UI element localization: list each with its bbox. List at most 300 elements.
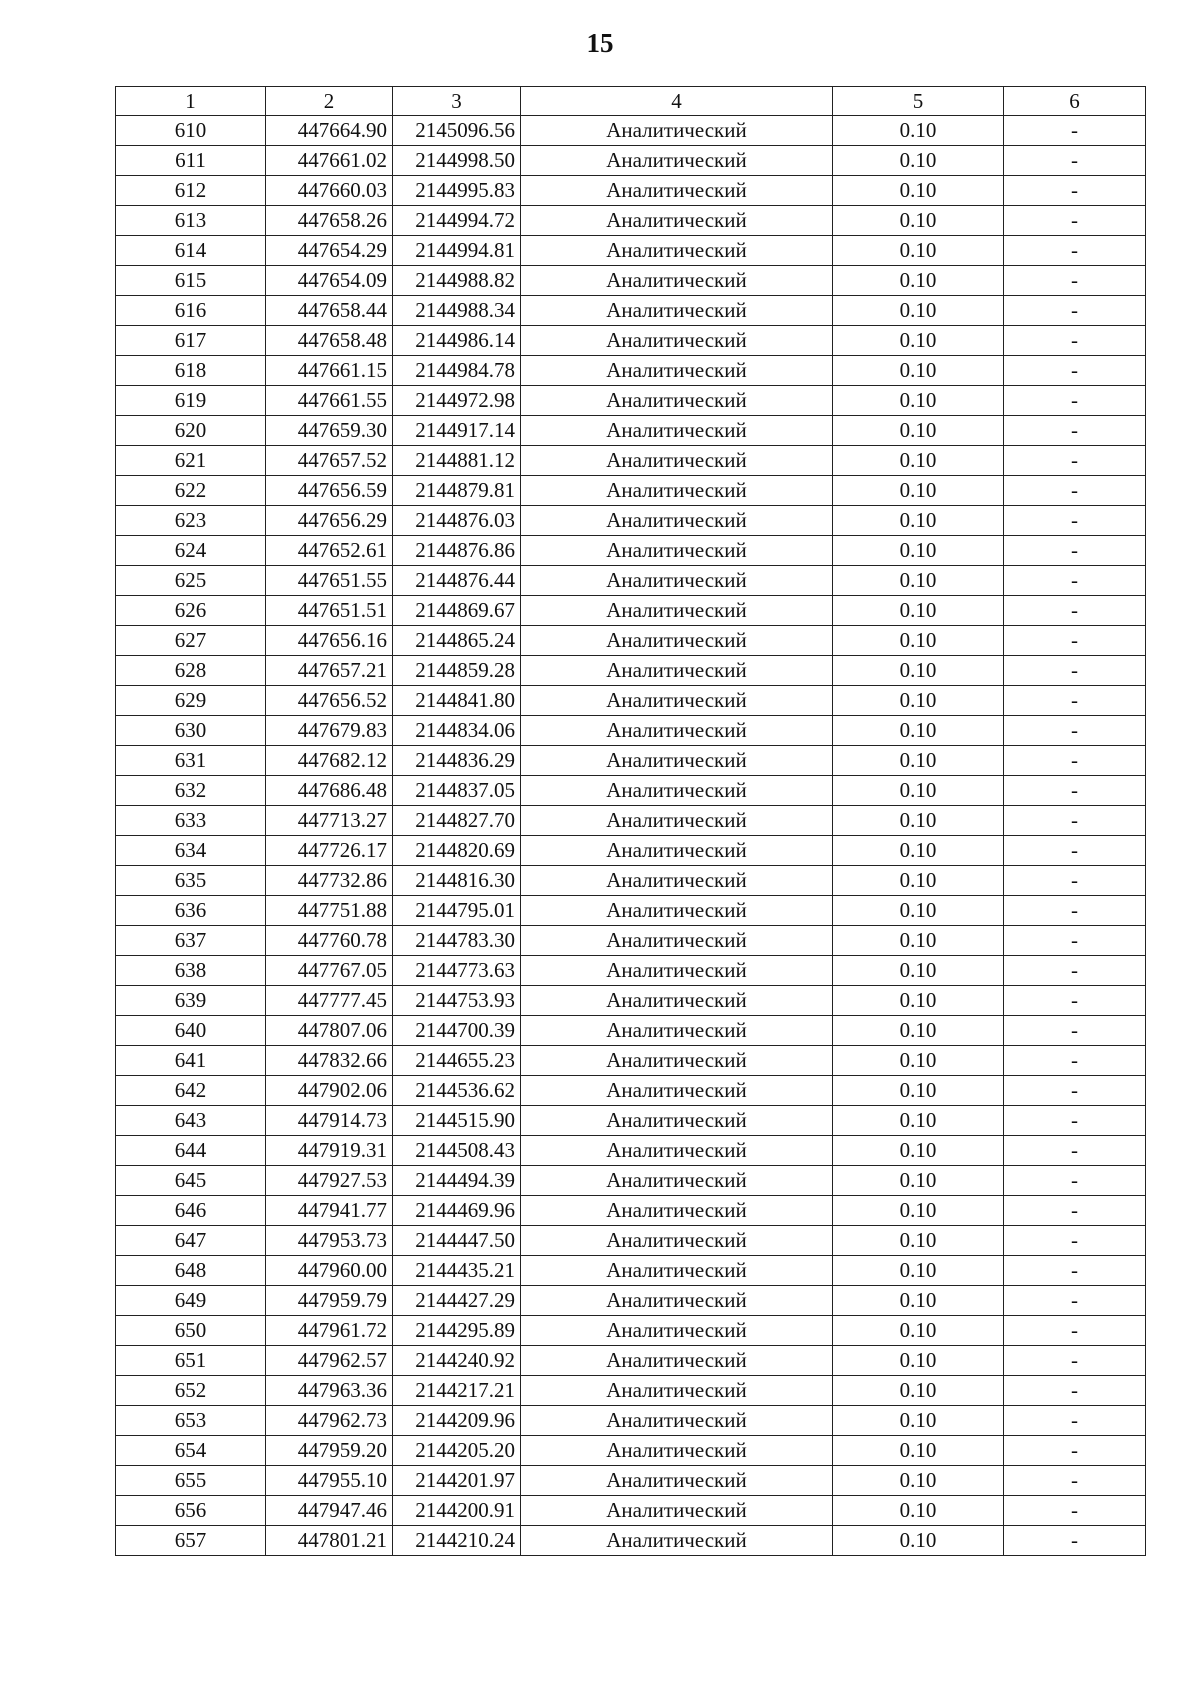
y-coordinate-cell: 2144201.97 [393, 1466, 521, 1496]
x-coordinate-cell: 447652.61 [266, 536, 393, 566]
y-coordinate-cell: 2144655.23 [393, 1046, 521, 1076]
x-coordinate-cell: 447807.06 [266, 1016, 393, 1046]
accuracy-cell: 0.10 [833, 1256, 1004, 1286]
y-coordinate-cell: 2144200.91 [393, 1496, 521, 1526]
table-row [116, 956, 1146, 986]
coordinates-table [115, 86, 1146, 1556]
note-cell: - [1004, 1466, 1146, 1496]
point-number-cell: 632 [116, 776, 266, 806]
note-cell: - [1004, 1496, 1146, 1526]
point-number-cell: 631 [116, 746, 266, 776]
y-coordinate-cell: 2144469.96 [393, 1196, 521, 1226]
accuracy-cell: 0.10 [833, 836, 1004, 866]
method-cell: Аналитический [521, 866, 833, 896]
point-number-cell: 639 [116, 986, 266, 1016]
table-row [116, 626, 1146, 656]
table-row [116, 1226, 1146, 1256]
point-number-cell: 633 [116, 806, 266, 836]
x-coordinate-cell: 447656.16 [266, 626, 393, 656]
y-coordinate-cell: 2144836.29 [393, 746, 521, 776]
point-number-cell: 628 [116, 656, 266, 686]
point-number-cell: 625 [116, 566, 266, 596]
x-coordinate-cell: 447658.44 [266, 296, 393, 326]
note-cell: - [1004, 1166, 1146, 1196]
accuracy-cell: 0.10 [833, 716, 1004, 746]
point-number-cell: 651 [116, 1346, 266, 1376]
accuracy-cell: 0.10 [833, 896, 1004, 926]
table-row [116, 656, 1146, 686]
table-row [116, 1136, 1146, 1166]
accuracy-cell: 0.10 [833, 686, 1004, 716]
x-coordinate-cell: 447656.29 [266, 506, 393, 536]
y-coordinate-cell: 2144773.63 [393, 956, 521, 986]
x-coordinate-cell: 447661.15 [266, 356, 393, 386]
point-number-cell: 612 [116, 176, 266, 206]
table-row [116, 926, 1146, 956]
y-coordinate-cell: 2144988.34 [393, 296, 521, 326]
point-number-cell: 652 [116, 1376, 266, 1406]
note-cell: - [1004, 386, 1146, 416]
x-coordinate-cell: 447955.10 [266, 1466, 393, 1496]
method-cell: Аналитический [521, 326, 833, 356]
method-cell: Аналитический [521, 1376, 833, 1406]
accuracy-cell: 0.10 [833, 1046, 1004, 1076]
note-cell: - [1004, 266, 1146, 296]
method-cell: Аналитический [521, 1016, 833, 1046]
table-row [116, 1076, 1146, 1106]
method-cell: Аналитический [521, 596, 833, 626]
table-row [116, 686, 1146, 716]
y-coordinate-cell: 2144217.21 [393, 1376, 521, 1406]
accuracy-cell: 0.10 [833, 806, 1004, 836]
note-cell: - [1004, 956, 1146, 986]
method-cell: Аналитический [521, 1076, 833, 1106]
y-coordinate-cell: 2144494.39 [393, 1166, 521, 1196]
table-row [116, 1286, 1146, 1316]
table-row [116, 326, 1146, 356]
y-coordinate-cell: 2144995.83 [393, 176, 521, 206]
x-coordinate-cell: 447651.51 [266, 596, 393, 626]
accuracy-cell: 0.10 [833, 146, 1004, 176]
method-cell: Аналитический [521, 566, 833, 596]
method-cell: Аналитический [521, 206, 833, 236]
accuracy-cell: 0.10 [833, 1226, 1004, 1256]
method-cell: Аналитический [521, 1496, 833, 1526]
accuracy-cell: 0.10 [833, 566, 1004, 596]
note-cell: - [1004, 986, 1146, 1016]
x-coordinate-cell: 447751.88 [266, 896, 393, 926]
x-coordinate-cell: 447686.48 [266, 776, 393, 806]
note-cell: - [1004, 596, 1146, 626]
table-row [116, 1346, 1146, 1376]
point-number-cell: 627 [116, 626, 266, 656]
x-coordinate-cell: 447962.57 [266, 1346, 393, 1376]
method-cell: Аналитический [521, 626, 833, 656]
note-cell: - [1004, 1406, 1146, 1436]
note-cell: - [1004, 146, 1146, 176]
x-coordinate-cell: 447657.21 [266, 656, 393, 686]
method-cell: Аналитический [521, 1196, 833, 1226]
method-cell: Аналитический [521, 926, 833, 956]
point-number-cell: 616 [116, 296, 266, 326]
y-coordinate-cell: 2144210.24 [393, 1526, 521, 1556]
x-coordinate-cell: 447777.45 [266, 986, 393, 1016]
note-cell: - [1004, 476, 1146, 506]
x-coordinate-cell: 447661.02 [266, 146, 393, 176]
page-number: 15 [586, 28, 614, 58]
point-number-cell: 657 [116, 1526, 266, 1556]
x-coordinate-cell: 447661.55 [266, 386, 393, 416]
method-cell: Аналитический [521, 1226, 833, 1256]
method-cell: Аналитический [521, 1136, 833, 1166]
method-cell: Аналитический [521, 1106, 833, 1136]
note-cell: - [1004, 1286, 1146, 1316]
accuracy-cell: 0.10 [833, 1106, 1004, 1136]
point-number-cell: 621 [116, 446, 266, 476]
note-cell: - [1004, 416, 1146, 446]
method-cell: Аналитический [521, 1406, 833, 1436]
accuracy-cell: 0.10 [833, 266, 1004, 296]
table-row [116, 506, 1146, 536]
point-number-cell: 610 [116, 116, 266, 146]
x-coordinate-cell: 447658.26 [266, 206, 393, 236]
accuracy-cell: 0.10 [833, 596, 1004, 626]
table-row [116, 836, 1146, 866]
header-cell-4: 4 [521, 87, 833, 116]
point-number-cell: 654 [116, 1436, 266, 1466]
point-number-cell: 641 [116, 1046, 266, 1076]
point-number-cell: 624 [116, 536, 266, 566]
method-cell: Аналитический [521, 1256, 833, 1286]
table-row [116, 1256, 1146, 1286]
point-number-cell: 636 [116, 896, 266, 926]
table-row [116, 1436, 1146, 1466]
table-row [116, 1166, 1146, 1196]
method-cell: Аналитический [521, 896, 833, 926]
header-row [116, 87, 1146, 116]
y-coordinate-cell: 2144917.14 [393, 416, 521, 446]
table-row [116, 206, 1146, 236]
y-coordinate-cell: 2144994.72 [393, 206, 521, 236]
accuracy-cell: 0.10 [833, 236, 1004, 266]
accuracy-cell: 0.10 [833, 446, 1004, 476]
table-row [116, 296, 1146, 326]
method-cell: Аналитический [521, 476, 833, 506]
method-cell: Аналитический [521, 1046, 833, 1076]
y-coordinate-cell: 2144859.28 [393, 656, 521, 686]
table-row [116, 176, 1146, 206]
point-number-cell: 640 [116, 1016, 266, 1046]
x-coordinate-cell: 447760.78 [266, 926, 393, 956]
y-coordinate-cell: 2144988.82 [393, 266, 521, 296]
point-number-cell: 620 [116, 416, 266, 446]
x-coordinate-cell: 447679.83 [266, 716, 393, 746]
method-cell: Аналитический [521, 806, 833, 836]
note-cell: - [1004, 356, 1146, 386]
method-cell: Аналитический [521, 386, 833, 416]
accuracy-cell: 0.10 [833, 386, 1004, 416]
y-coordinate-cell: 2144876.03 [393, 506, 521, 536]
y-coordinate-cell: 2144240.92 [393, 1346, 521, 1376]
header-cell-5: 5 [833, 87, 1004, 116]
note-cell: - [1004, 1526, 1146, 1556]
point-number-cell: 637 [116, 926, 266, 956]
point-number-cell: 617 [116, 326, 266, 356]
x-coordinate-cell: 447959.79 [266, 1286, 393, 1316]
point-number-cell: 629 [116, 686, 266, 716]
table-row [116, 806, 1146, 836]
accuracy-cell: 0.10 [833, 176, 1004, 206]
x-coordinate-cell: 447832.66 [266, 1046, 393, 1076]
method-cell: Аналитический [521, 716, 833, 746]
table-row [116, 1376, 1146, 1406]
method-cell: Аналитический [521, 506, 833, 536]
y-coordinate-cell: 2144984.78 [393, 356, 521, 386]
accuracy-cell: 0.10 [833, 986, 1004, 1016]
table-row [116, 716, 1146, 746]
table-row [116, 446, 1146, 476]
y-coordinate-cell: 2144205.20 [393, 1436, 521, 1466]
note-cell: - [1004, 236, 1146, 266]
table-row [116, 416, 1146, 446]
y-coordinate-cell: 2145096.56 [393, 116, 521, 146]
point-number-cell: 656 [116, 1496, 266, 1526]
header-cell-6: 6 [1004, 87, 1146, 116]
x-coordinate-cell: 447651.55 [266, 566, 393, 596]
point-number-cell: 650 [116, 1316, 266, 1346]
x-coordinate-cell: 447654.29 [266, 236, 393, 266]
note-cell: - [1004, 176, 1146, 206]
table-row [116, 1526, 1146, 1556]
method-cell: Аналитический [521, 686, 833, 716]
x-coordinate-cell: 447902.06 [266, 1076, 393, 1106]
accuracy-cell: 0.10 [833, 1166, 1004, 1196]
y-coordinate-cell: 2144876.44 [393, 566, 521, 596]
note-cell: - [1004, 446, 1146, 476]
y-coordinate-cell: 2144869.67 [393, 596, 521, 626]
point-number-cell: 626 [116, 596, 266, 626]
accuracy-cell: 0.10 [833, 116, 1004, 146]
table-row [116, 1406, 1146, 1436]
accuracy-cell: 0.10 [833, 1016, 1004, 1046]
y-coordinate-cell: 2144700.39 [393, 1016, 521, 1046]
method-cell: Аналитический [521, 116, 833, 146]
note-cell: - [1004, 566, 1146, 596]
method-cell: Аналитический [521, 956, 833, 986]
x-coordinate-cell: 447664.90 [266, 116, 393, 146]
table-body [116, 116, 1146, 1556]
accuracy-cell: 0.10 [833, 1526, 1004, 1556]
note-cell: - [1004, 506, 1146, 536]
y-coordinate-cell: 2144447.50 [393, 1226, 521, 1256]
table-row [116, 896, 1146, 926]
method-cell: Аналитический [521, 236, 833, 266]
x-coordinate-cell: 447656.59 [266, 476, 393, 506]
y-coordinate-cell: 2144986.14 [393, 326, 521, 356]
y-coordinate-cell: 2144876.86 [393, 536, 521, 566]
x-coordinate-cell: 447927.53 [266, 1166, 393, 1196]
accuracy-cell: 0.10 [833, 1346, 1004, 1376]
x-coordinate-cell: 447961.72 [266, 1316, 393, 1346]
point-number-cell: 642 [116, 1076, 266, 1106]
note-cell: - [1004, 1436, 1146, 1466]
table-row [116, 266, 1146, 296]
x-coordinate-cell: 447682.12 [266, 746, 393, 776]
y-coordinate-cell: 2144295.89 [393, 1316, 521, 1346]
table-row [116, 596, 1146, 626]
point-number-cell: 655 [116, 1466, 266, 1496]
accuracy-cell: 0.10 [833, 956, 1004, 986]
method-cell: Аналитический [521, 146, 833, 176]
note-cell: - [1004, 746, 1146, 776]
point-number-cell: 622 [116, 476, 266, 506]
table-row [116, 476, 1146, 506]
point-number-cell: 649 [116, 1286, 266, 1316]
method-cell: Аналитический [521, 266, 833, 296]
x-coordinate-cell: 447732.86 [266, 866, 393, 896]
y-coordinate-cell: 2144841.80 [393, 686, 521, 716]
point-number-cell: 648 [116, 1256, 266, 1286]
note-cell: - [1004, 206, 1146, 236]
x-coordinate-cell: 447953.73 [266, 1226, 393, 1256]
note-cell: - [1004, 296, 1146, 326]
note-cell: - [1004, 1226, 1146, 1256]
accuracy-cell: 0.10 [833, 746, 1004, 776]
note-cell: - [1004, 1076, 1146, 1106]
x-coordinate-cell: 447960.00 [266, 1256, 393, 1286]
table-row [116, 986, 1146, 1016]
point-number-cell: 653 [116, 1406, 266, 1436]
method-cell: Аналитический [521, 746, 833, 776]
x-coordinate-cell: 447767.05 [266, 956, 393, 986]
table-row [116, 1196, 1146, 1226]
y-coordinate-cell: 2144837.05 [393, 776, 521, 806]
note-cell: - [1004, 686, 1146, 716]
x-coordinate-cell: 447962.73 [266, 1406, 393, 1436]
y-coordinate-cell: 2144827.70 [393, 806, 521, 836]
note-cell: - [1004, 806, 1146, 836]
point-number-cell: 647 [116, 1226, 266, 1256]
y-coordinate-cell: 2144427.29 [393, 1286, 521, 1316]
accuracy-cell: 0.10 [833, 776, 1004, 806]
accuracy-cell: 0.10 [833, 1136, 1004, 1166]
method-cell: Аналитический [521, 836, 833, 866]
note-cell: - [1004, 626, 1146, 656]
note-cell: - [1004, 1256, 1146, 1286]
x-coordinate-cell: 447654.09 [266, 266, 393, 296]
method-cell: Аналитический [521, 986, 833, 1016]
y-coordinate-cell: 2144816.30 [393, 866, 521, 896]
header-cell-2: 2 [266, 87, 393, 116]
table-row [116, 1046, 1146, 1076]
accuracy-cell: 0.10 [833, 206, 1004, 236]
header-cell-3: 3 [393, 87, 521, 116]
y-coordinate-cell: 2144820.69 [393, 836, 521, 866]
point-number-cell: 643 [116, 1106, 266, 1136]
point-number-cell: 630 [116, 716, 266, 746]
y-coordinate-cell: 2144994.81 [393, 236, 521, 266]
accuracy-cell: 0.10 [833, 506, 1004, 536]
note-cell: - [1004, 1376, 1146, 1406]
point-number-cell: 634 [116, 836, 266, 866]
accuracy-cell: 0.10 [833, 1196, 1004, 1226]
point-number-cell: 615 [116, 266, 266, 296]
accuracy-cell: 0.10 [833, 1406, 1004, 1436]
y-coordinate-cell: 2144881.12 [393, 446, 521, 476]
y-coordinate-cell: 2144209.96 [393, 1406, 521, 1436]
note-cell: - [1004, 896, 1146, 926]
x-coordinate-cell: 447919.31 [266, 1136, 393, 1166]
note-cell: - [1004, 1136, 1146, 1166]
accuracy-cell: 0.10 [833, 416, 1004, 446]
accuracy-cell: 0.10 [833, 356, 1004, 386]
table-row [116, 746, 1146, 776]
accuracy-cell: 0.10 [833, 1466, 1004, 1496]
x-coordinate-cell: 447659.30 [266, 416, 393, 446]
point-number-cell: 638 [116, 956, 266, 986]
table-header [116, 87, 1146, 116]
x-coordinate-cell: 447656.52 [266, 686, 393, 716]
point-number-cell: 614 [116, 236, 266, 266]
table-row [116, 1016, 1146, 1046]
accuracy-cell: 0.10 [833, 326, 1004, 356]
accuracy-cell: 0.10 [833, 926, 1004, 956]
table-row [116, 356, 1146, 386]
note-cell: - [1004, 1106, 1146, 1136]
note-cell: - [1004, 116, 1146, 146]
accuracy-cell: 0.10 [833, 296, 1004, 326]
x-coordinate-cell: 447914.73 [266, 1106, 393, 1136]
y-coordinate-cell: 2144783.30 [393, 926, 521, 956]
accuracy-cell: 0.10 [833, 1376, 1004, 1406]
y-coordinate-cell: 2144834.06 [393, 716, 521, 746]
x-coordinate-cell: 447657.52 [266, 446, 393, 476]
method-cell: Аналитический [521, 1436, 833, 1466]
method-cell: Аналитический [521, 656, 833, 686]
note-cell: - [1004, 866, 1146, 896]
y-coordinate-cell: 2144865.24 [393, 626, 521, 656]
point-number-cell: 618 [116, 356, 266, 386]
accuracy-cell: 0.10 [833, 1496, 1004, 1526]
table-row [116, 386, 1146, 416]
point-number-cell: 619 [116, 386, 266, 416]
method-cell: Аналитический [521, 1286, 833, 1316]
note-cell: - [1004, 536, 1146, 566]
y-coordinate-cell: 2144879.81 [393, 476, 521, 506]
note-cell: - [1004, 1016, 1146, 1046]
method-cell: Аналитический [521, 536, 833, 566]
table-row [116, 146, 1146, 176]
accuracy-cell: 0.10 [833, 1316, 1004, 1346]
x-coordinate-cell: 447947.46 [266, 1496, 393, 1526]
note-cell: - [1004, 1346, 1146, 1376]
method-cell: Аналитический [521, 356, 833, 386]
method-cell: Аналитический [521, 416, 833, 446]
accuracy-cell: 0.10 [833, 1286, 1004, 1316]
x-coordinate-cell: 447941.77 [266, 1196, 393, 1226]
y-coordinate-cell: 2144508.43 [393, 1136, 521, 1166]
point-number-cell: 644 [116, 1136, 266, 1166]
point-number-cell: 613 [116, 206, 266, 236]
x-coordinate-cell: 447713.27 [266, 806, 393, 836]
note-cell: - [1004, 776, 1146, 806]
method-cell: Аналитический [521, 446, 833, 476]
header-cell-1: 1 [116, 87, 266, 116]
point-number-cell: 611 [116, 146, 266, 176]
table-row [116, 116, 1146, 146]
method-cell: Аналитический [521, 176, 833, 206]
accuracy-cell: 0.10 [833, 626, 1004, 656]
